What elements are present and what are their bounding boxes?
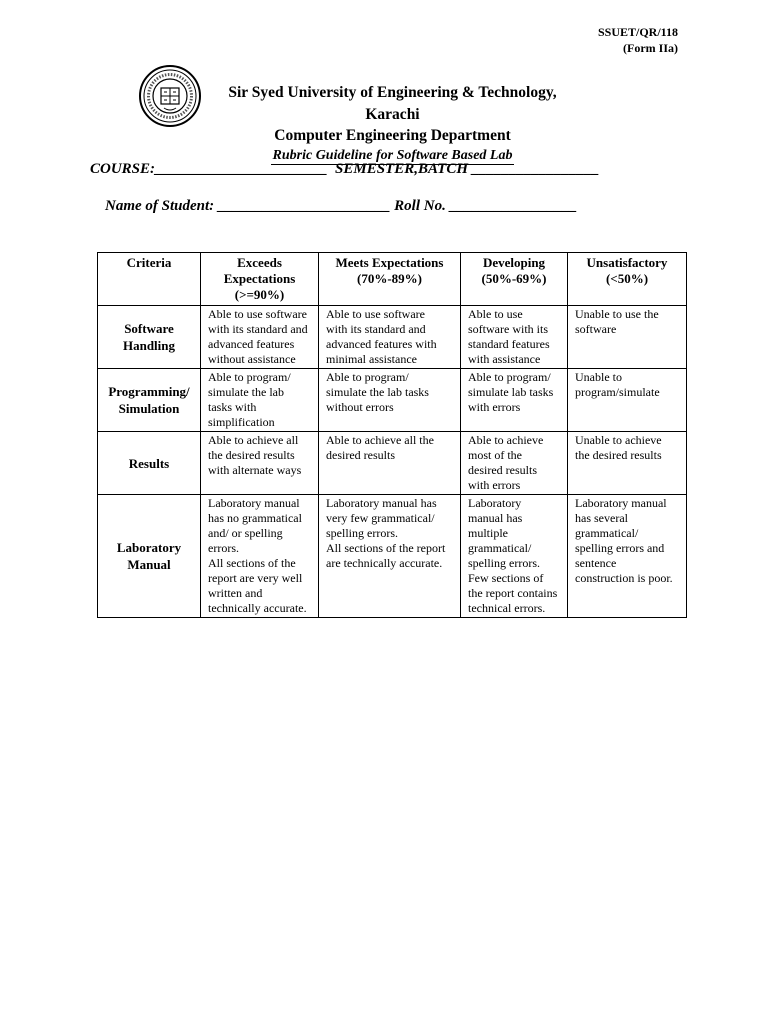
- department-name: Computer Engineering Department: [274, 127, 511, 144]
- criteria-cell: Laboratory Manual: [98, 495, 201, 618]
- rubric-cell: Able to use software with its standard and advanced features without assistance: [201, 306, 319, 369]
- rubric-cell: Laboratory manual has multiple grammatical/ spelling errors. Few sections of the report contains technical errors.: [461, 495, 568, 618]
- rubric-cell: Able to achieve all the desired results: [319, 432, 461, 495]
- rubric-cell: Able to achieve most of the desired results with errors: [461, 432, 568, 495]
- rubric-cell: Able to program/ simulate the lab tasks with simplification: [201, 369, 319, 432]
- rubric-cell: Able to use software with its standard and advanced features with minimal assistance: [319, 306, 461, 369]
- university-name: Sir Syed University of Engineering & Technology, Karachi: [228, 84, 557, 123]
- table-row: [98, 432, 687, 495]
- university-seal-icon: [138, 64, 202, 128]
- column-header: Meets Expectations (70%-89%): [319, 253, 461, 306]
- course-semester-line: COURSE:_______________________ SEMESTER,BATCH _________________: [90, 161, 600, 177]
- rubric-header-row: [98, 253, 687, 306]
- criteria-cell: Software Handling: [98, 306, 201, 369]
- column-header: Criteria: [98, 253, 201, 306]
- rubric-title: Rubric Guideline for Software Based Lab: [272, 148, 513, 163]
- rubric-cell: Laboratory manual has no grammatical and/ or spelling errors. All sections of the report are very well written and technically accurate.: [201, 495, 319, 618]
- student-rollno-line: Name of Student: _______________________ Roll No. _________________: [105, 198, 578, 214]
- table-row: [98, 495, 687, 618]
- form-code-number: SSUET/QR/118: [597, 25, 678, 39]
- rubric-table: [97, 252, 687, 618]
- document-header: [200, 82, 585, 165]
- rubric-cell: Unable to program/simulate: [568, 369, 687, 432]
- table-row: [98, 369, 687, 432]
- criteria-cell: Programming/ Simulation: [98, 369, 201, 432]
- table-row: [98, 306, 687, 369]
- column-header: Developing (50%-69%): [461, 253, 568, 306]
- column-header: Exceeds Expectations (>=90%): [201, 253, 319, 306]
- form-code-sub: (Form IIa): [623, 41, 678, 55]
- rubric-cell: Able to achieve all the desired results with alternate ways: [201, 432, 319, 495]
- rubric-cell: Laboratory manual has several grammatical/ spelling errors and sentence construction is poor.: [568, 495, 687, 618]
- criteria-cell: Results: [98, 432, 201, 495]
- column-header: Unsatisfactory (<50%): [568, 253, 687, 306]
- rubric-cell: Laboratory manual has very few grammatical/ spelling errors. All sections of the report are technically accurate.: [319, 495, 461, 618]
- rubric-cell: Able to program/ simulate lab tasks with errors: [461, 369, 568, 432]
- rubric-cell: Unable to achieve the desired results: [568, 432, 687, 495]
- rubric-cell: Unable to use the software: [568, 306, 687, 369]
- rubric-cell: Able to program/ simulate the lab tasks without errors: [319, 369, 461, 432]
- rubric-cell: Able to use software with its standard features with assistance: [461, 306, 568, 369]
- form-code: [598, 24, 678, 56]
